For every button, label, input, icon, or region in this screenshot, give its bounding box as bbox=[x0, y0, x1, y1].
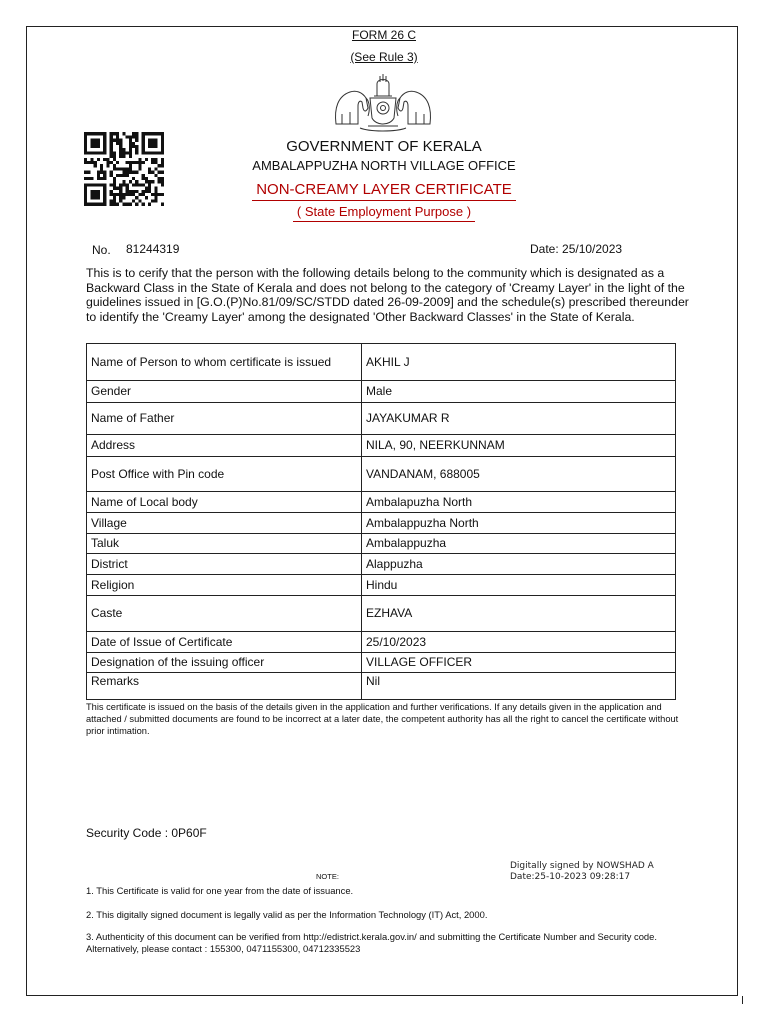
table-row bbox=[87, 492, 676, 513]
table-row bbox=[87, 344, 676, 381]
government-title: GOVERNMENT OF KERALA bbox=[286, 138, 482, 155]
table-row bbox=[87, 381, 676, 403]
table-row bbox=[87, 457, 676, 492]
field-value: Ambalapuzha North bbox=[362, 492, 676, 513]
field-label: Village bbox=[87, 513, 362, 534]
field-value: Ambalappuzha North bbox=[362, 513, 676, 534]
field-label: Taluk bbox=[87, 534, 362, 554]
field-label: Address bbox=[87, 435, 362, 457]
table-row bbox=[87, 554, 676, 575]
field-value: EZHAVA bbox=[362, 596, 676, 632]
security-code: Security Code : 0P60F bbox=[86, 826, 207, 840]
table-row bbox=[87, 575, 676, 596]
details-table bbox=[86, 343, 676, 700]
field-value: Male bbox=[362, 381, 676, 403]
field-label: Post Office with Pin code bbox=[87, 457, 362, 492]
table-row bbox=[87, 632, 676, 653]
note-item: 1. This Certificate is valid for one year from the date of issuance. bbox=[86, 885, 354, 896]
field-value: 25/10/2023 bbox=[362, 632, 676, 653]
disclaimer-text: This certificate is issued on the basis of the details given in the application and further verifications. If any details given in the application and attached / submitted documents are found to be incorrect at a later date, the competent authority has all the right to cancel the certificate without prior intimation. bbox=[86, 702, 679, 736]
field-label: Remarks bbox=[87, 673, 362, 700]
field-value: JAYAKUMAR R bbox=[362, 403, 676, 435]
field-label: Religion bbox=[87, 575, 362, 596]
field-label: Date of Issue of Certificate bbox=[87, 632, 362, 653]
office-name: AMBALAPPUZHA NORTH VILLAGE OFFICE bbox=[252, 158, 516, 173]
field-label: Gender bbox=[87, 381, 362, 403]
certificate-statement: This is to cerify that the person with the following details belong to the community which is designated as a Backward Class in the State of Kerala and does not belong to the category of 'Creamy Layer' in the light of the guidelines issued in [G.O.(P)No.81/09/SC/STDD dated 26-09-2009] and the schedule(s) prescribed thereunder to identify the 'Creamy Layer' among the designated 'Other Backward Classes' in the State of Kerala. bbox=[86, 266, 689, 324]
signature-signer: Digitally signed by NOWSHAD A bbox=[510, 861, 654, 871]
field-value: Alappuzha bbox=[362, 554, 676, 575]
field-label: District bbox=[87, 554, 362, 575]
rule-reference: (See Rule 3) bbox=[350, 50, 418, 64]
digital-signature bbox=[510, 861, 654, 883]
note-heading: NOTE: bbox=[316, 872, 339, 881]
form-number: FORM 26 C bbox=[351, 28, 416, 42]
table-row bbox=[87, 513, 676, 534]
kerala-emblem-icon bbox=[330, 68, 436, 134]
certificate-purpose: ( State Employment Purpose ) bbox=[0, 204, 768, 222]
table-row bbox=[87, 673, 676, 700]
field-label: Name of Father bbox=[87, 403, 362, 435]
certificate-number: 81244319 bbox=[126, 242, 180, 256]
field-label: Name of Local body bbox=[87, 492, 362, 513]
field-label: Designation of the issuing officer bbox=[87, 653, 362, 673]
note-item: 3. Authenticity of this document can be verified from http://edistrict.kerala.gov.in/ and submitting the Certificate Number and Security code. Alternatively, please contact : 155300, 0471155300, 04712335523 bbox=[86, 931, 657, 954]
table-row bbox=[87, 435, 676, 457]
signature-date: Date:25-10-2023 09:28:17 bbox=[510, 872, 631, 882]
table-row bbox=[87, 596, 676, 632]
field-label: Caste bbox=[87, 596, 362, 632]
note-item: 2. This digitally signed document is legally valid as per the Information Technology (IT) Act, 2000. bbox=[86, 909, 488, 920]
certificate-title: NON-CREAMY LAYER CERTIFICATE bbox=[0, 181, 768, 201]
page-edge-mark bbox=[742, 996, 743, 1004]
certificate-date: Date: 25/10/2023 bbox=[530, 242, 623, 256]
table-row bbox=[87, 403, 676, 435]
table-row bbox=[87, 653, 676, 673]
field-value: Ambalappuzha bbox=[362, 534, 676, 554]
field-value: AKHIL J bbox=[362, 344, 676, 381]
field-value: NILA, 90, NEERKUNNAM bbox=[362, 435, 676, 457]
field-value: Hindu bbox=[362, 575, 676, 596]
table-row bbox=[87, 534, 676, 554]
field-value: Nil bbox=[362, 673, 676, 700]
field-value: VANDANAM, 688005 bbox=[362, 457, 676, 492]
field-label: Name of Person to whom certificate is issued bbox=[87, 344, 362, 381]
field-value: VILLAGE OFFICER bbox=[362, 653, 676, 673]
certificate-number-label: No. bbox=[92, 243, 111, 257]
